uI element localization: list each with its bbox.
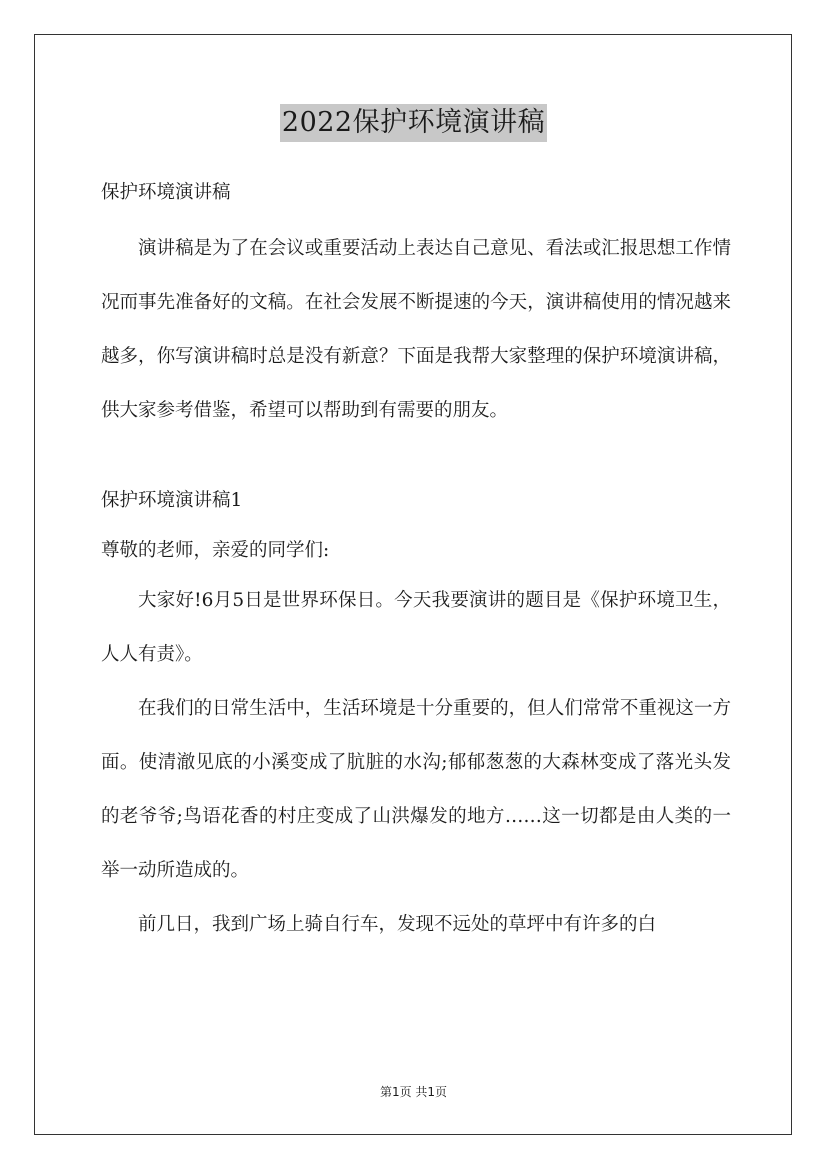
document-body [101,174,731,952]
salutation: 尊敬的老师，亲爱的同学们: [101,540,330,561]
page-footer: 第1页 共1页 [379,1085,448,1099]
body-paragraph-3: 前几日，我到广场上骑自行车，发现不远处的草坪中有许多的白 [138,914,657,935]
body-paragraph-2: 在我们的日常生活中，生活环境是十分重要的，但人们常常不重视这一方面。使清澈见底的小溪变成了肮脏的水沟;郁郁葱葱的大森林变成了落光头发的老爷爷;鸟语花香的村庄变成了山洪爆发的地方……这一切都是由人类的一举一动所造成的。 [101,698,731,881]
document-title: 2022保护环境演讲稿 [280,104,547,142]
spacer [101,212,731,222]
spacer [101,438,731,482]
document-subtitle: 保护环境演讲稿 [101,182,231,203]
body-paragraph-1: 大家好!6月5日是世界环保日。今天我要演讲的题目是《保护环境卫生，人人有责》。 [101,590,731,665]
title-wrap [0,104,827,142]
section-title: 保护环境演讲稿1 [101,490,243,511]
intro-paragraph: 演讲稿是为了在会议或重要活动上表达自己意见、看法或汇报思想工作情况而事先准备好的文稿。在社会发展不断提速的今天，演讲稿使用的情况越来越多，你写演讲稿时总是没有新意？下面是我帮大家整理的保护环境演讲稿，供大家参考借鉴，希望可以帮助到有需要的朋友。 [101,238,731,421]
